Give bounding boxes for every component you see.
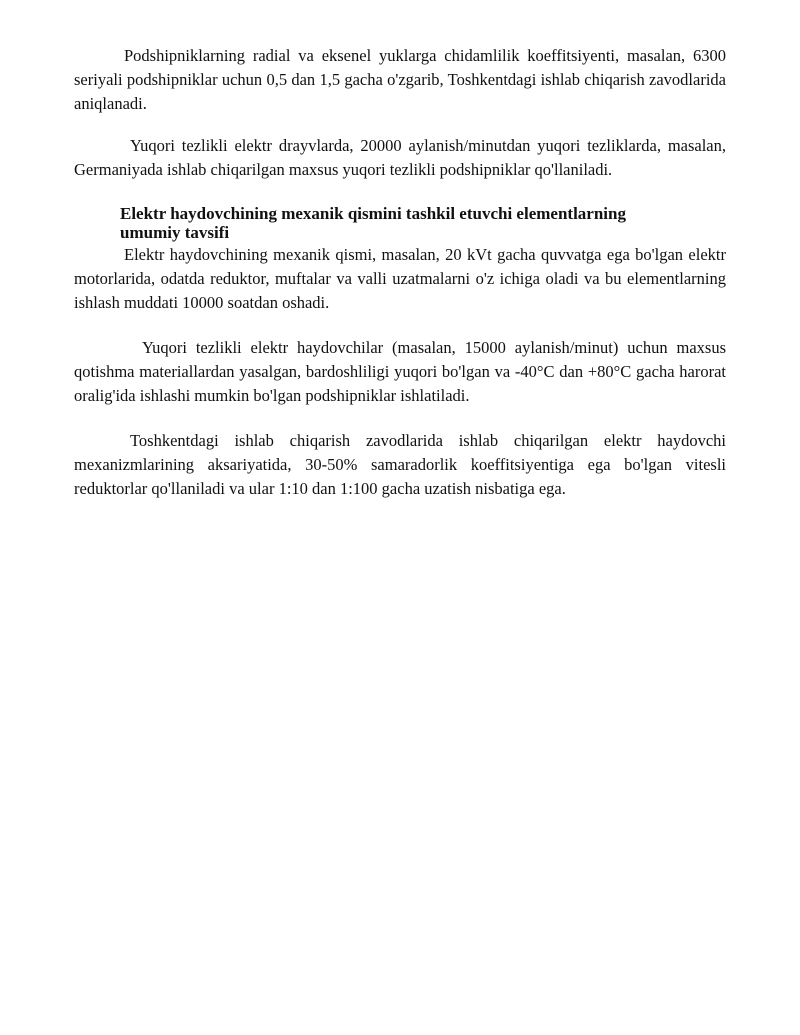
paragraph-mechanical-part: Elektr haydovchining mexanik qismi, masalan, 20 kVt gacha quvvatga ega bo'lgan elektr motorlarida, odatda reduktor, muftalar va valli uzatmalarni o'z ichiga oladi va bu elementlarning ishlash muddati 10000 soatdan oshadi. [74, 245, 726, 312]
paragraph-gear-reducers: Toshkentdagi ishlab chiqarish zavodlarida ishlab chiqarilgan elektr haydovchi mexanizmlarining aksariyatida, 30-50% samaradorlik koeffitsiyentiga ega bo'lgan vitesli reduktorlar qo'llaniladi va ular 1:10 dan 1:100 gacha uzatish nisbatiga ega. [74, 431, 726, 498]
paragraph-special-alloy-bearings: Yuqori tezlikli elektr haydovchilar (masalan, 15000 aylanish/minut) uchun maxsus qotishma materiallardan yasalgan, bardoshliligi yuqori bo'lgan va -40°C dan +80°C gacha harorat oralig'ida ishlashi mumkin bo'lgan podshipniklar ishlatiladi. [74, 338, 726, 405]
paragraph-bearing-coefficient: Podshipniklarning radial va eksenel yuklarga chidamlilik koeffitsiyenti, masalan, 6300 seriyali podshipniklar uchun 0,5 dan 1,5 gacha o'zgarib, Toshkentdagi ishlab chiqarish zavodlarida aniqlanadi. [74, 46, 726, 113]
document-page [74, 44, 726, 501]
paragraph-high-speed-drives: Yuqori tezlikli elektr drayvlarda, 20000 aylanish/minutdan yuqori tezliklarda, masalan, Germaniyada ishlab chiqarilgan maxsus yuqori tezlikli podshipniklar qo'llaniladi. [74, 136, 726, 179]
section-heading: Elektr haydovchining mexanik qismini tashkil etuvchi elementlarning umumiy tavsifi [120, 204, 626, 242]
